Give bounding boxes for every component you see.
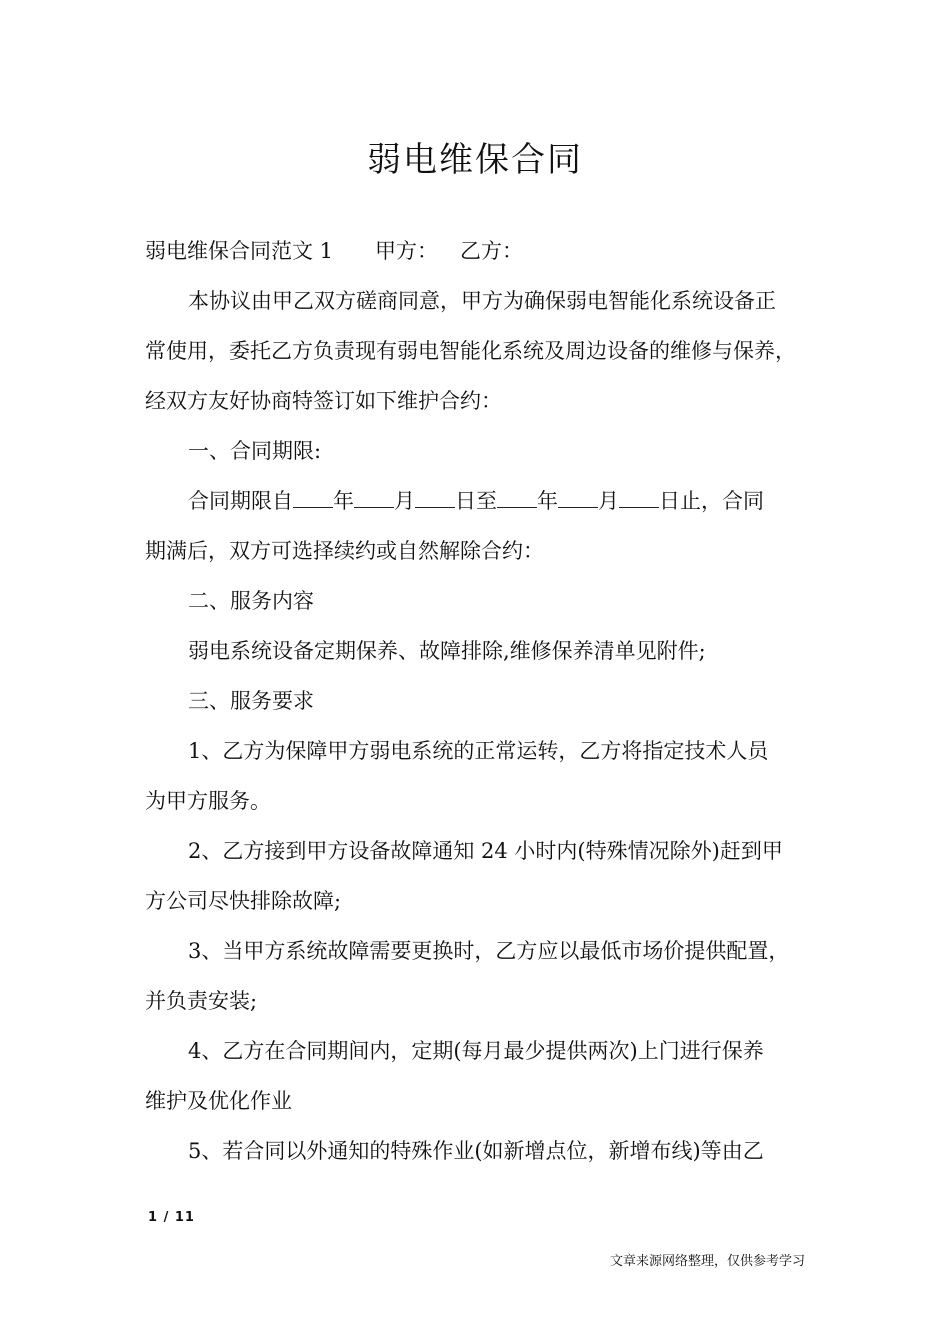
paragraph-line: 并负责安装; (145, 989, 258, 1013)
section-heading: 二、服务内容 (188, 589, 314, 613)
intro-heading: 弱电维保合同范文 1 (145, 239, 334, 263)
section-heading: 一、合同期限: (188, 439, 322, 463)
paragraph-line: 维护及优化作业 (145, 1089, 292, 1113)
section-heading: 三、服务要求 (188, 689, 314, 713)
fill-blank (497, 489, 537, 508)
term-month: 月 (394, 489, 415, 513)
paragraph-line: 5、若合同以外通知的特殊作业(如新增点位，新增布线)等由乙 (188, 1139, 764, 1163)
paragraph-line: 常使用，委托乙方负责现有弱电智能化系统及周边设备的维修与保养， (145, 339, 796, 363)
term-day-end: 日止，合同 (659, 489, 764, 513)
party-a-label: 甲方： (375, 239, 439, 263)
paragraph-line: 方公司尽快排除故障; (145, 889, 342, 913)
party-b-label: 乙方： (460, 239, 524, 263)
intro-line (145, 236, 810, 266)
term-day-to: 日至 (455, 489, 497, 513)
fill-blank (415, 489, 455, 508)
paragraph-line: 为甲方服务。 (145, 789, 271, 813)
page-indicator: 1 / 11 (148, 1210, 195, 1225)
term-start: 合同期限自 (188, 489, 293, 513)
paragraph-line: 4、乙方在合同期间内，定期(每月最少提供两次)上门进行保养 (188, 1039, 764, 1063)
fill-blank (354, 489, 394, 508)
source-note: 文章来源网络整理，仅供参考学习 (609, 1254, 805, 1269)
term-year: 年 (537, 489, 558, 513)
fill-blank (619, 489, 659, 508)
contract-term-line (188, 486, 853, 516)
fill-blank (558, 489, 598, 508)
paragraph-line: 1、乙方为保障甲方弱电系统的正常运转，乙方将指定技术人员 (188, 739, 769, 763)
paragraph-line: 本协议由甲乙双方磋商同意，甲方为确保弱电智能化系统设备正 (188, 289, 776, 313)
paragraph-line: 期满后，双方可选择续约或自然解除合约： (145, 539, 544, 563)
fill-blank (293, 489, 333, 508)
paragraph-line: 2、乙方接到甲方设备故障通知 24 小时内(特殊情况除外)赶到甲 (188, 839, 783, 863)
term-year: 年 (333, 489, 354, 513)
document-title: 弱电维保合同 (367, 140, 583, 180)
paragraph-line: 经双方友好协商特签订如下维护合约： (145, 389, 502, 413)
paragraph-line: 3、当甲方系统故障需要更换时，乙方应以最低市场价提供配置， (188, 939, 790, 963)
term-month: 月 (598, 489, 619, 513)
paragraph-line: 弱电系统设备定期保养、故障排除,维修保养清单见附件; (188, 639, 706, 663)
